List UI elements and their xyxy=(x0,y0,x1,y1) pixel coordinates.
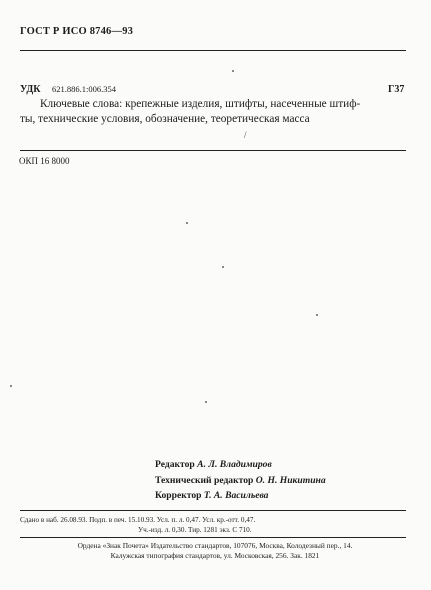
scan-speck xyxy=(186,222,188,224)
tech-editor-name: О. Н. Никитина xyxy=(255,474,326,486)
scan-speck xyxy=(10,385,12,387)
publisher-line-2: Калужская типография стандартов, ул. Московская, 256. Зак. 1821 xyxy=(110,550,320,560)
editor-role: Редактор xyxy=(155,459,195,470)
editor-name: А. Л. Владимиров xyxy=(197,459,272,470)
credits-block xyxy=(155,457,326,504)
imprint-top-rule xyxy=(20,510,406,511)
imprint-bottom-rule xyxy=(20,537,406,538)
scan-mark: / xyxy=(244,130,247,140)
proofreader-row xyxy=(155,488,326,504)
tech-editor-row xyxy=(155,473,326,489)
okp-code: ОКП 16 8000 xyxy=(19,156,70,166)
publisher-line-1: Ордена «Знак Почета» Издательство стандартов, 107076, Москва, Колодезный пер., 14. xyxy=(77,541,353,550)
scan-speck xyxy=(205,401,207,403)
header-rule xyxy=(20,50,406,51)
keywords-paragraph xyxy=(20,97,408,126)
proofreader-role: Корректор xyxy=(155,490,202,501)
scan-speck xyxy=(316,314,318,316)
udk-code: 621.886.1:006.354 xyxy=(52,84,116,94)
publisher-block xyxy=(20,541,410,561)
document-header: ГОСТ Р ИСО 8746—93 xyxy=(20,26,134,37)
scan-speck xyxy=(232,70,234,72)
keywords-rule xyxy=(20,150,406,151)
imprint-block xyxy=(20,515,410,535)
tech-editor-role: Технический редактор xyxy=(155,474,254,486)
keywords-line-1: Ключевые слова: крепежные изделия, штифты, насеченные штиф- xyxy=(40,98,361,110)
udk-label: УДК xyxy=(20,84,41,95)
classification-group: Г37 xyxy=(388,84,405,95)
proofreader-name: Т. А. Васильева xyxy=(203,490,269,501)
imprint-line-1: Сдано в наб. 26.08.93. Подп. в печ. 15.10.93. Усл. п. л. 0,47. Усл. кр.-отт. 0,47. xyxy=(20,516,256,524)
keywords-line-2: ты, технические условия, обозначение, теоретическая масса xyxy=(20,112,310,125)
scan-speck xyxy=(222,266,224,268)
imprint-line-2: Уч.-изд. л. 0,30. Тир. 1281 экз. С 710. xyxy=(138,526,252,534)
editor-row xyxy=(155,457,326,473)
